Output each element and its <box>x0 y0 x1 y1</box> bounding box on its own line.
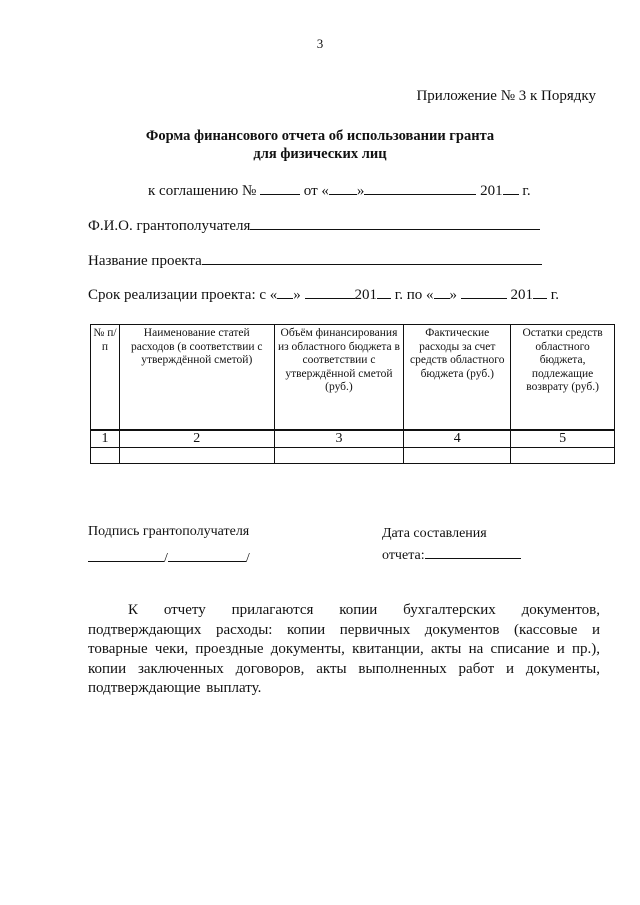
term-start-month-field[interactable] <box>305 284 355 299</box>
column-number-5: 5 <box>511 430 615 448</box>
title-line-1: Форма финансового отчета об использовании гранта <box>145 128 495 144</box>
term-quote-close-1: » <box>293 287 301 303</box>
table-cell[interactable] <box>404 448 511 464</box>
signature-separator-1: / <box>164 551 168 566</box>
agreement-from: от « <box>303 183 329 199</box>
term-to: г. по « <box>394 287 434 303</box>
agreement-prefix: к соглашению № <box>148 183 257 199</box>
term-start-year-field[interactable] <box>377 284 391 299</box>
term-end-day-field[interactable] <box>434 284 450 299</box>
agreement-year-field[interactable] <box>503 180 519 195</box>
header-funding-volume: Объём финансирования из областного бюджета в соответствии с утверждённой сметой (руб.) <box>274 325 404 431</box>
fio-field[interactable] <box>250 215 540 230</box>
date-label-line-1: Дата составления <box>382 526 487 541</box>
term-year-suffix: г. <box>550 287 559 303</box>
project-field[interactable] <box>202 250 542 265</box>
agreement-line <box>148 180 531 200</box>
fio-label: Ф.И.О. грантополучателя <box>88 218 251 234</box>
page-number: 3 <box>316 36 324 51</box>
header-expense-items: Наименование статей расходов (в соответствии с утверждённой сметой) <box>119 325 274 431</box>
fio-line <box>88 215 540 235</box>
term-end-year-field[interactable] <box>533 284 547 299</box>
expense-table <box>90 324 615 464</box>
term-quote-close-2: » <box>449 287 458 303</box>
table-number-row <box>91 430 615 448</box>
agreement-day-field[interactable] <box>329 180 357 195</box>
agreement-year: 201 <box>480 183 503 199</box>
header-actual-expenses: Фактические расходы за счет средств областного бюджета (руб.) <box>404 325 511 431</box>
term-start-year: 201 <box>354 287 378 303</box>
date-block <box>382 524 521 566</box>
signature-line <box>88 547 250 567</box>
header-remaining-funds: Остатки средств областного бюджета, подлежащие возврату (руб.) <box>511 325 615 431</box>
header-number: № п/п <box>91 325 120 431</box>
table-header-row <box>91 325 615 431</box>
term-label: Срок реализации проекта: с « <box>88 287 278 303</box>
attachment-note: К отчету прилагаются копии бухгалтерских документов, подтверждающих расходы: копии первичных документов (кассовые и товарные чеки, проездные документы, квитанции, акты на списание и пр.), копии заключенных договоров, акты выполненных работ и документы, подтверждающие выплату. <box>88 602 600 696</box>
column-number-4: 4 <box>404 430 511 448</box>
term-start-day-field[interactable] <box>277 284 293 299</box>
signature-separator-2: / <box>245 551 250 566</box>
column-number-3: 3 <box>274 430 404 448</box>
column-number-1: 1 <box>91 430 120 448</box>
agreement-number-field[interactable] <box>260 180 300 195</box>
column-number-2: 2 <box>119 430 274 448</box>
title-line-2: для физических лиц <box>253 146 387 162</box>
date-field[interactable] <box>425 544 521 559</box>
table-cell[interactable] <box>91 448 120 464</box>
term-end-year: 201 <box>510 287 534 303</box>
table-row <box>91 448 615 464</box>
table-cell[interactable] <box>274 448 404 464</box>
signature-label: Подпись грантополучателя <box>88 524 250 539</box>
agreement-quote-close: » <box>356 183 365 199</box>
term-line <box>88 284 559 304</box>
term-end-month-field[interactable] <box>461 284 507 299</box>
project-line <box>88 250 542 270</box>
project-label: Название проекта <box>88 253 202 269</box>
table-cell[interactable] <box>511 448 615 464</box>
table-cell[interactable] <box>119 448 274 464</box>
agreement-month-field[interactable] <box>364 180 476 195</box>
appendix-label: Приложение № 3 к Порядку <box>416 88 596 104</box>
agreement-year-suffix: г. <box>522 183 531 199</box>
signature-field[interactable] <box>88 547 164 562</box>
signature-name-field[interactable] <box>168 547 246 562</box>
document-title <box>0 127 640 163</box>
date-label-text: отчета: <box>382 548 425 563</box>
date-label-line-2 <box>382 544 521 566</box>
